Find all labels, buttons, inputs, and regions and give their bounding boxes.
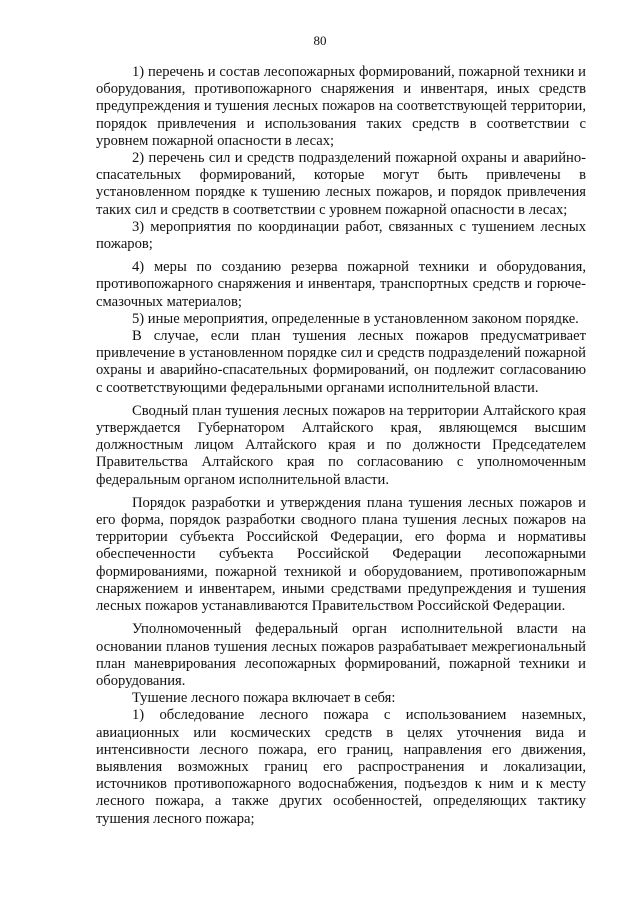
document-body bbox=[96, 64, 586, 828]
page-number: 80 bbox=[313, 33, 327, 48]
paragraph-consolidated-plan: Сводный план тушения лесных пожаров на территории Алтайского края утверждается Губернатором Алтайского края, являющемся высшим должностным лицом Алтайского края и по должности Председателем Правительства Алтайского края по согласованию с уполномоченным федеральным органом исполнительной власти. bbox=[96, 402, 586, 488]
paragraph-extinguishing-intro: Тушение лесного пожара включает в себя: bbox=[132, 690, 396, 707]
paragraph-interregional-plan: Уполномоченный федеральный орган исполнительной власти на основании планов тушения лесных пожаров разрабатывает межрегиональный план маневрирования лесопожарных формирований, пожарной техники и оборудования. bbox=[96, 621, 586, 689]
paragraph-list-item-4: 4) меры по созданию резерва пожарной техники и оборудования, противопожарного снаряжения и инвентаря, транспортных средств и горюче-смазочных материалов; bbox=[96, 259, 586, 310]
paragraph-list-item-3: 3) мероприятия по координации работ, связанных с тушением лесных пожаров; bbox=[96, 218, 586, 253]
paragraph-list-item-1: 1) перечень и состав лесопожарных формирований, пожарной техники и оборудования, противопожарного снаряжения и инвентаря, иных средств предупреждения и тушения лесных пожаров на соответствующей территории, порядок привлечения и использования таких средств в соответствии с уровнем пожарной опасности в лесах; bbox=[96, 64, 586, 149]
paragraph-extinguishing-item-1: 1) обследование лесного пожара с использованием наземных, авиационных или космических средств в целях уточнения вида и интенсивности лесного пожара, его границ, направления его движения, выявления возможных границ его распространения и локализации, источников противопожарного водоснабжения, подъездов к ним и к месту лесного пожара, а также других особенностей, определяющих тактику тушения лесного пожара; bbox=[96, 707, 586, 827]
paragraph-list-item-5: 5) иные мероприятия, определенные в установленном законом порядке. bbox=[132, 310, 579, 327]
paragraph-approval-requirement: В случае, если план тушения лесных пожаров предусматривает привлечение в установленном порядке сил и средств подразделений пожарной охраны и аварийно-спасательных формирований, он подлежит согласованию с соответствующими федеральными органами исполнительной власти. bbox=[96, 328, 586, 396]
paragraph-development-procedure: Порядок разработки и утверждения плана тушения лесных пожаров и его форма, порядок разработки сводного плана тушения лесных пожаров на территории субъекта Российской Федерации, его форма и нормативы обеспеченности субъекта Российской Федерации лесопожарными формированиями, пожарной техникой и оборудованием, противопожарным снаряжением и инвентарем, иными средствами предупреждения и тушения лесных пожаров устанавливаются Правительством Российской Федерации. bbox=[96, 494, 586, 615]
paragraph-list-item-2: 2) перечень сил и средств подразделений пожарной охраны и аварийно-спасательных формирований, которые могут быть привлечены в установленном порядке к тушению лесных пожаров, и порядок привлечения таких сил и средств в соответствии с уровнем пожарной опасности в лесах; bbox=[96, 150, 586, 218]
